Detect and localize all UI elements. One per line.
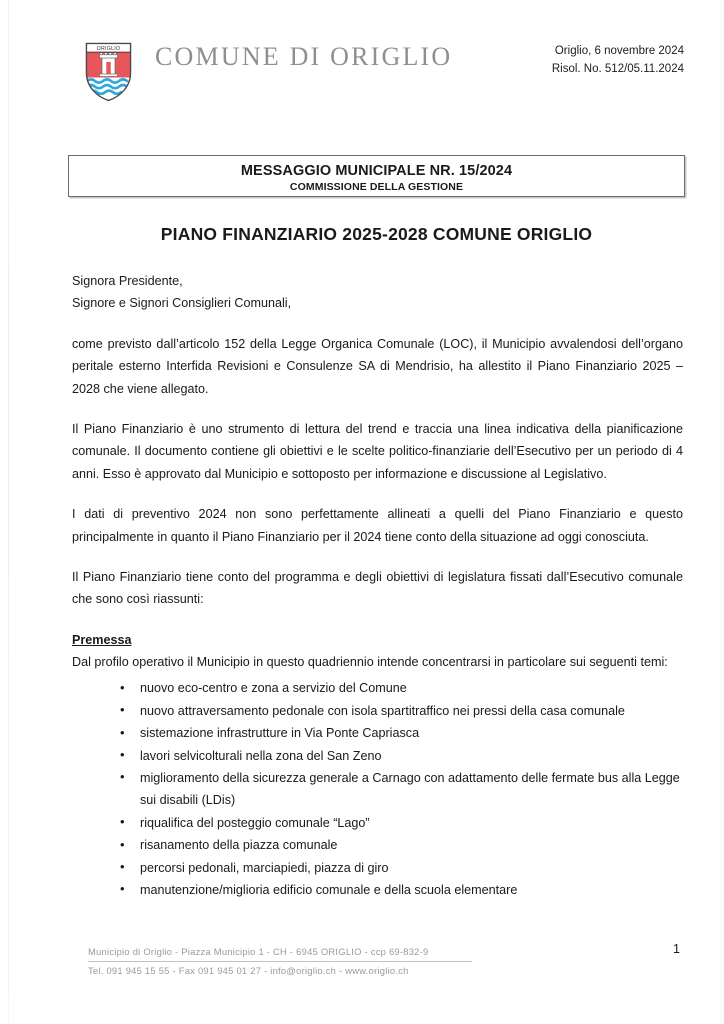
list-item: • miglioramento della sicurezza generale a Carnago con adattamento delle fermate bus alla Legge sui disabili (LDis) [120,767,683,812]
paragraph-4: Il Piano Finanziario tiene conto del programma e degli obiettivi di legislatura fissati dall’Esecutivo comunale che sono così riassunti: [72,570,683,607]
section-heading-premessa: Premessa [72,632,132,647]
document-body [72,270,683,901]
coat-of-arms-icon [85,42,132,102]
spacer [72,400,683,418]
message-title-box [68,155,685,197]
paragraph-2: Il Piano Finanziario è uno strumento di lettura del trend e traccia una linea indicativa della pianificazione comunale. Il documento contiene gli obiettivi e le scelte politico-finanziarie dell’Esecutivo per un periodo di 4 anni. Esso è approvato dal Municipio e sottoposto per informazione e discussione al Legislativo. [72,422,683,481]
organization-title: COMUNE DI ORIGLIO [155,42,453,71]
footer-divider [88,961,472,962]
salutation-line-2: Signore e Signori Consiglieri Comunali, [72,296,292,311]
spacer [72,548,683,566]
resolution-number: Risol. No. 512/05.11.2024 [551,63,684,75]
list-item: • manutenzione/miglioria edificio comunale e della scuola elementare [120,879,683,901]
paragraph-3: I dati di preventivo 2024 non sono perfettamente allineati a quelli del Piano Finanziario e questo principalmente in quanto il Piano Finanziario per il 2024 tiene conto della situazione ad oggi conosciuta. [72,507,683,544]
page-number: 1 [673,942,680,956]
objectives-list [72,677,683,901]
spacer [72,611,683,629]
spacer [72,315,683,333]
document-footer [88,944,488,979]
paragraph-1: come previsto dall’articolo 152 della Legge Organica Comunale (LOC), il Municipio avvalendosi dell’organo peritale esterno Interfida Revisioni e Consulenze SA di Mendrisio, ha allestito il Piano Finanziario 2025 – 2028 che viene allegato. [72,336,683,396]
salutation-block [72,270,683,315]
premessa-intro: Dal profilo operativo il Municipio in questo quadriennio intende concentrarsi in particolare sui seguenti temi: [72,654,668,669]
place-date: Origlio, 6 novembre 2024 [554,45,684,57]
spacer [72,485,683,503]
page-title: PIANO FINANZIARIO 2025-2028 COMUNE ORIGLIO [160,224,593,244]
salutation-line-1: Signora Presidente, [72,274,183,288]
message-title: MESSAGGIO MUNICIPALE NR. 15/2024 [240,163,513,179]
list-item: • percorsi pedonali, marciapiedi, piazza di giro [120,857,683,879]
footer-contacts: Tel. 091 945 15 55 - Fax 091 945 01 27 - info@origlio.ch - www.origlio.ch [88,965,409,976]
list-item: • sistemazione infrastrutture in Via Ponte Capriasca [120,722,683,744]
footer-address: Municipio di Origlio - Piazza Municipio 1 - CH - 6945 ORIGLIO - ccp 69-832-9 [88,946,429,957]
list-item: • risanamento della piazza comunale [120,834,683,856]
document-meta [552,42,684,78]
list-item: • nuovo attraversamento pedonale con isola spartitraffico nei pressi della casa comunale [120,700,683,722]
list-item: • lavori selvicolturali nella zona del San Zeno [120,745,683,767]
crest-label: ORIGLIO [96,46,121,53]
list-item: • nuovo eco-centro e zona a servizio del Comune [120,677,683,699]
message-subtitle: COMMISSIONE DELLA GESTIONE [289,181,464,193]
document-header [40,0,684,118]
list-item: • riqualifica del posteggio comunale “Lago” [120,812,683,834]
